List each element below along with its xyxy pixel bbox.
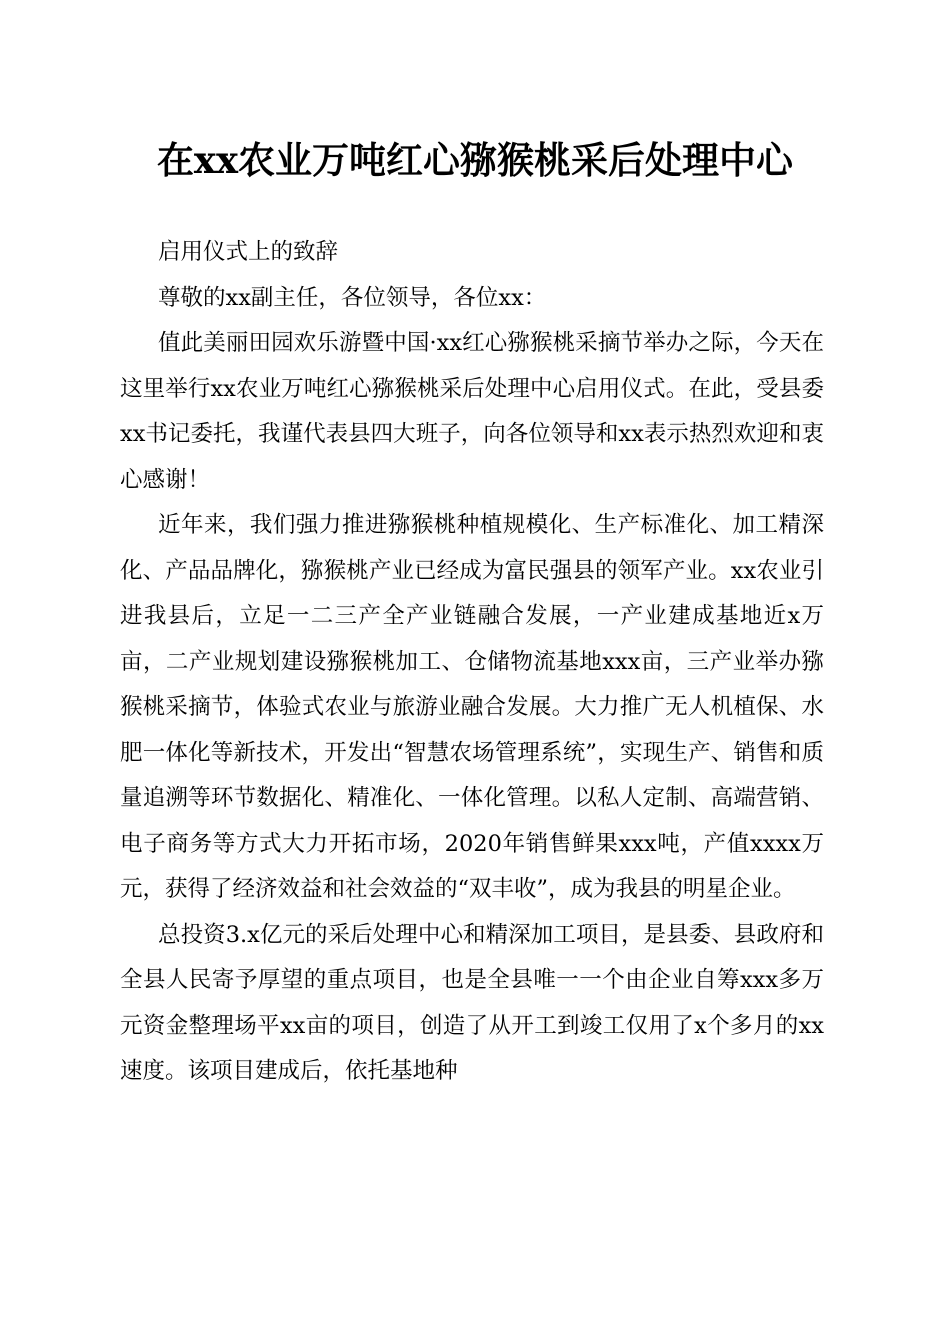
paragraph-3: 总投资3.x亿元的采后处理中心和精深加工项目，是县委、县政府和全县人民寄予厚望的重点项目，也是全县唯一一个由企业自筹xxx多万元资金整理场平xx亩的项目，创造了从开工到竣工仅用了x个多月的xx速度。该项目建成后，依托基地种: [120, 921, 824, 1084]
document-subtitle: 启用仪式上的致辞: [158, 239, 339, 265]
document-body: [120, 230, 824, 1095]
document-title: 在xx农业万吨红心猕猴桃采后处理中心: [156, 138, 794, 182]
document-salutation: 尊敬的xx副主任，各位领导，各位xx：: [158, 284, 547, 311]
paragraph-2: 近年来，我们强力推进猕猴桃种植规模化、生产标准化、加工精深化、产品品牌化，猕猴桃产业已经成为富民强县的领军产业。xx农业引进我县后，立足一二三产全产业链融合发展，一产业建成基地近x万亩，二产业规划建设猕猴桃加工、仓储物流基地xxx亩，三产业举办猕猴桃采摘节，体验式农业与旅游业融合发展。大力推广无人机植保、水肥一体化等新技术，开发出“智慧农场管理系统”，实现生产、销售和质量追溯等环节数据化、精准化、一体化管理。以私人定制、高端营销、电子商务等方式大力开拓市场，2020年销售鲜果xxx吨，产值xxxx万元，获得了经济效益和社会效益的“双丰收”，成为我县的明星企业。: [120, 512, 824, 902]
paragraph-1: 值此美丽田园欢乐游暨中国·xx红心猕猴桃采摘节举办之际，今天在这里举行xx农业万吨红心猕猴桃采后处理中心启用仪式。在此，受县委xx书记委托，我谨代表县四大班子，向各位领导和xx表示热烈欢迎和衷心感谢！: [120, 330, 824, 493]
